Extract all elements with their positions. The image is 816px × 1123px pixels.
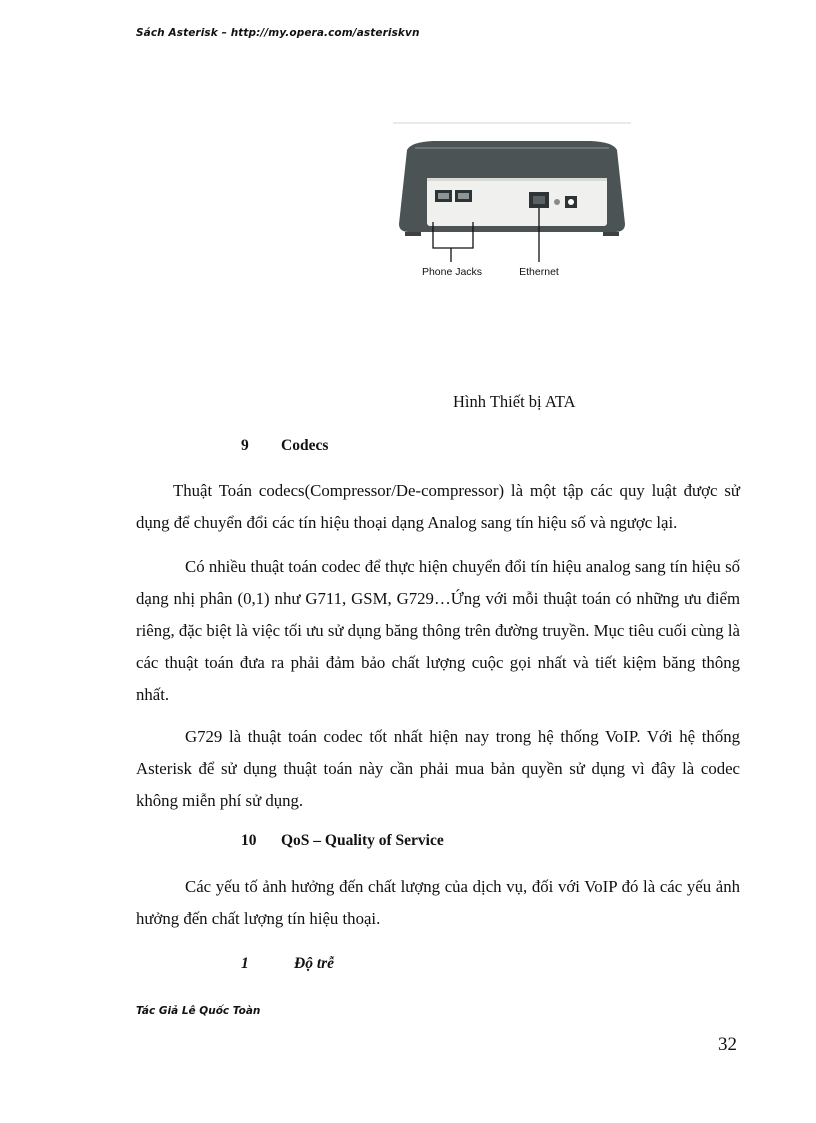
section-title: Codecs [281,437,329,454]
ata-device-figure [393,120,631,288]
section-heading-qos [241,832,641,852]
section-number: 10 [241,832,257,849]
paragraph-codec-algorithms: Có nhiều thuật toán codec để thực hiện chuyển đổi tín hiệu analog sang tín hiệu số dạng nhị phân (0,1) như G711, GSM, G729…Ứng với mỗi thuật toán có những ưu điểm riêng, đặc biệt là việc tối ưu sử dụng băng thông trên đường truyền. Mục tiêu cuối cùng là các thuật toán đưa ra phải đảm bảo chất lượng cuộc gọi nhất và tiết kiệm băng thông nhất. [136,557,740,704]
section-title: Độ trễ [294,955,335,972]
section-number: 1 [241,955,249,972]
ethernet-label: Ethernet [519,266,559,278]
section-title: QoS – Quality of Service [281,832,444,849]
paragraph-codec-definition: Thuật Toán codecs(Compressor/De-compressor) là một tập các quy luật được sử dụng để chuyển đổi các tín hiệu thoại dạng Analog sang tín hiệu số và ngược lại. [136,481,740,532]
paragraph-qos-factors: Các yếu tố ảnh hưởng đến chất lượng của dịch vụ, đối với VoIP đó là các yếu ảnh hưởng đến chất lượng tín hiệu thoại. [136,877,740,928]
section-heading-codecs [241,437,641,457]
footer-author: Tác Giả Lê Quốc Toàn [136,1005,261,1017]
section-heading-delay [241,955,641,975]
figure-caption: Hình Thiết bị ATA [453,392,576,411]
page-number: 32 [718,1034,737,1055]
paragraph-g729: G729 là thuật toán codec tốt nhất hiện nay trong hệ thống VoIP. Với hệ thống Asterisk để sử dụng thuật toán này cần phải mua bản quyền sử dụng vì đây là codec không miễn phí sử dụng. [136,727,740,810]
phone-jacks-label: Phone Jacks [421,266,483,278]
running-header: Sách Asterisk – http://my.opera.com/asteriskvn [136,27,420,39]
ata-device-illustration [393,120,631,288]
section-number: 9 [241,437,249,454]
